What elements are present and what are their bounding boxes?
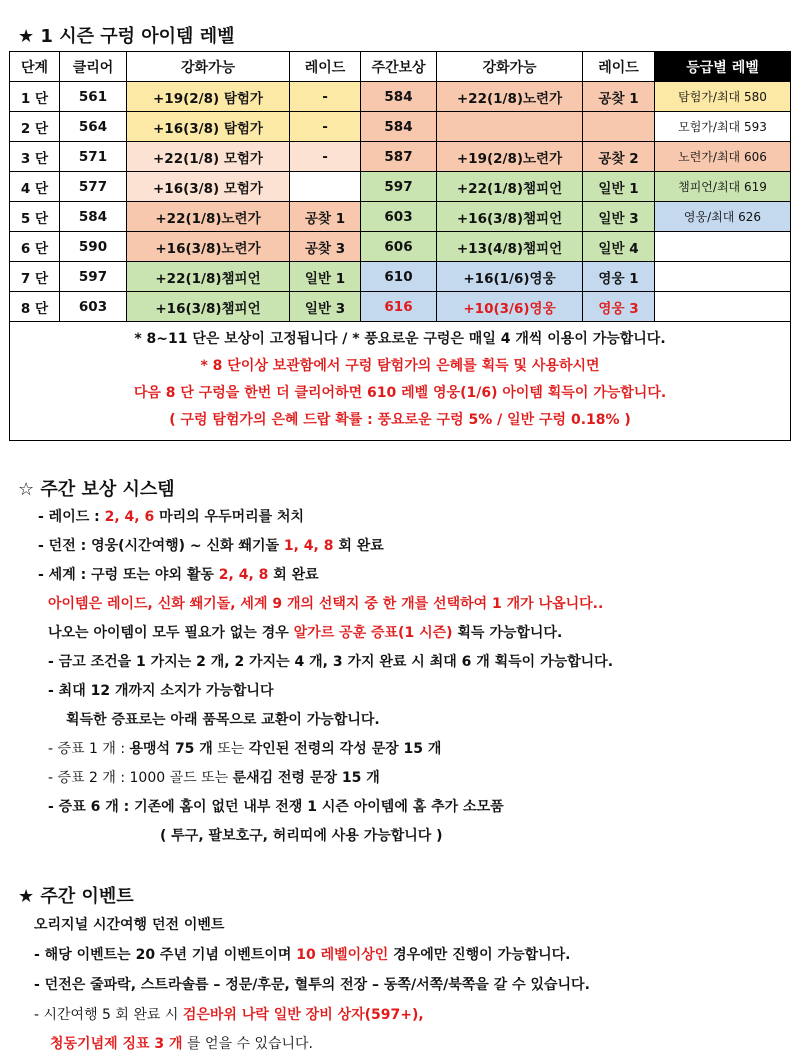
event-level-req: 10 레벨이상인 [296,947,389,963]
cell-clear: 561 [60,82,127,112]
cell-raid-weekly: 영웅 3 [583,292,655,322]
table-row [10,202,791,232]
event-line-2: - 던전은 줄파락, 스트라솔름 – 정문/후문, 혈투의 전장 – 동쪽/서쪽/북쪽을 갈 수 있습니다. [34,977,590,993]
token-1-valorstone: 용맹석 75 개 [129,741,213,757]
cell-track-level [655,232,791,262]
note-drop-rate: ( 구렁 탐험가의 은혜 드랍 확률 : 풍요로운 구렁 5% / 일반 구렁 0.18% ) [169,412,631,428]
note-explorer-grace: * 8 단이상 보관함에서 구렁 탐험가의 은혜를 획득 및 사용하시면 [200,358,600,374]
cell-track-level: 챔피언/최대 619 [655,172,791,202]
world-desc: 회 완료 [268,567,319,583]
cell-clear: 571 [60,142,127,172]
cell-raid-weekly: 영웅 1 [583,262,655,292]
raid-counts: 2, 4, 6 [104,509,155,525]
token-2-label: - 증표 2 개 : 1000 골드 또는 [48,770,233,786]
token-line [48,622,562,642]
cell-upgrade: +16(3/8)노련가 [127,232,290,262]
cell-raid-weekly: 일반 3 [583,202,655,232]
cell-upgrade: +16(3/8)챔피언 [127,292,290,322]
event-line-1 [34,944,571,964]
cell-upgrade: +16(3/8) 모험가 [127,172,290,202]
cell-weekly: 597 [361,172,437,202]
cell-upgrade: +19(2/8) 탐험가 [127,82,290,112]
token-name: 알가르 공훈 증표(1 시즌) [293,625,453,641]
header-tier: 단계 [10,52,60,82]
header-clear: 클리어 [60,52,127,82]
cell-tier: 2 단 [10,112,60,142]
world-counts: 2, 4, 8 [218,567,269,583]
header-track-level: 등급별 레벨 [655,52,791,82]
dungeon-desc: 회 완료 [333,538,384,554]
header-raid: 레이드 [290,52,361,82]
table-row [10,82,791,112]
cell-upgrade-weekly: +16(3/8)챔피언 [437,202,583,232]
cell-tier: 5 단 [10,202,60,232]
vault-condition-line: - 금고 조건을 1 가지는 2 개, 2 가지는 4 개, 3 가지 완료 시 최대 6 개 획득이 가능합니다. [48,654,614,670]
cell-tier: 8 단 [10,292,60,322]
cell-tier: 1 단 [10,82,60,112]
token-1-label: - 증표 1 개 : [48,741,130,757]
cell-upgrade-weekly: +10(3/6)영웅 [437,292,583,322]
token-desc: 획득 가능합니다. [452,625,563,641]
cell-upgrade-weekly: +19(2/8)노련가 [437,142,583,172]
event-line-3 [34,1004,424,1024]
cell-weekly: 584 [361,112,437,142]
cell-clear: 597 [60,262,127,292]
notes-cell [10,322,791,441]
table-row [10,172,791,202]
cell-raid-weekly: 일반 4 [583,232,655,262]
cell-track-level [655,292,791,322]
cell-weekly: 606 [361,232,437,262]
cell-raid: 공찾 3 [290,232,361,262]
table-row [10,232,791,262]
event-subtitle: 오리지널 시간여행 던전 이벤트 [34,917,225,933]
dungeon-label: - 던전 : 영웅(시간여행) ~ 신화 쐐기돌 [38,538,284,554]
cell-tier: 6 단 [10,232,60,262]
cell-raid-weekly: 일반 1 [583,172,655,202]
table-header-row [10,52,791,82]
cell-upgrade-weekly: +22(1/8)노련가 [437,82,583,112]
token-2-crest: 룬새김 전령 문장 15 개 [232,770,380,786]
cell-clear: 590 [60,232,127,262]
cell-upgrade-weekly [437,112,583,142]
cell-tier: 3 단 [10,142,60,172]
cell-clear: 584 [60,202,127,232]
cell-raid-weekly [583,112,655,142]
token-6-sub-line: ( 투구, 팔보호구, 허리띠에 사용 가능합니다 ) [160,828,443,844]
event-reward-box: 검은바위 나락 일반 장비 상자(597+), [182,1007,424,1023]
max-hold-line: - 최대 12 개까지 소지가 가능합니다 [48,683,274,699]
token-1-crest: 각인된 전령의 각성 문장 15 개 [248,741,442,757]
cell-track-level: 탐험가/최대 580 [655,82,791,112]
cell-weekly: 587 [361,142,437,172]
header-raid-weekly: 레이드 [583,52,655,82]
cell-raid: - [290,82,361,112]
table-row [10,142,791,172]
cell-clear: 603 [60,292,127,322]
cell-raid: 일반 1 [290,262,361,292]
item-level-table [9,51,791,441]
cell-weekly: 610 [361,262,437,292]
note-fixed-reward: * 8~11 단은 보상이 고정됩니다 / * 풍요로운 구렁은 매일 4 개씩 이용이 가능합니다. [134,331,666,347]
cell-upgrade-weekly: +22(1/8)챔피언 [437,172,583,202]
cell-upgrade: +22(1/8)챔피언 [127,262,290,292]
cell-raid: - [290,112,361,142]
section-title-weekly-rewards: ☆ 주간 보상 시스템 [18,479,175,500]
cell-tier: 7 단 [10,262,60,292]
header-upgrade: 강화가능 [127,52,290,82]
cell-tier: 4 단 [10,172,60,202]
event-reward-token: 청동기념제 징표 3 개 [50,1036,183,1052]
dungeon-line [38,535,384,555]
table-row [10,112,791,142]
raid-desc: 마리의 우두머리를 처치 [154,509,305,525]
cell-upgrade: +16(3/8) 탐험가 [127,112,290,142]
table-row [10,262,791,292]
event-line-1-c: 경우에만 진행이 가능합니다. [388,947,571,963]
token-label: 나오는 아이템이 모두 필요가 없는 경우 [48,625,294,641]
cell-upgrade-weekly: +13(4/8)챔피언 [437,232,583,262]
table-row [10,292,791,322]
token-1-or: 또는 [212,741,249,757]
cell-raid-weekly: 공찾 1 [583,82,655,112]
cell-clear: 564 [60,112,127,142]
cell-track-level [655,262,791,292]
event-line-4-b: 를 얻을 수 있습니다. [182,1036,314,1052]
dungeon-counts: 1, 4, 8 [283,538,334,554]
cell-raid [290,172,361,202]
world-line [38,564,319,584]
choice-line: 아이템은 레이드, 신화 쐐기돌, 세계 9 개의 선택지 중 한 개를 선택하여 1 개가 나옵니다.. [48,596,604,612]
cell-track-level: 노련가/최대 606 [655,142,791,172]
cell-upgrade: +22(1/8)노련가 [127,202,290,232]
notes-row [10,322,791,441]
section-title-weekly-event: ★ 주간 이벤트 [18,886,134,907]
cell-raid: 공찾 1 [290,202,361,232]
event-line-4 [50,1033,313,1053]
event-line-3-a: - 시간여행 5 회 완료 시 [34,1007,183,1023]
cell-weekly: 616 [361,292,437,322]
raid-line [38,506,304,526]
cell-weekly: 584 [361,82,437,112]
section-title-item-level: ★ 1 시즌 구렁 아이템 레벨 [18,26,235,47]
cell-weekly: 603 [361,202,437,232]
cell-upgrade-weekly: +16(1/6)영웅 [437,262,583,292]
cell-raid: - [290,142,361,172]
token-6-line: - 증표 6 개 : 기존에 홈이 없던 내부 전쟁 1 시즌 아이템에 홈 추가 소모품 [48,799,504,815]
cell-upgrade: +22(1/8) 모험가 [127,142,290,172]
event-line-1-a: - 해당 이벤트는 20 주년 기념 이벤트이며 [34,947,297,963]
header-upgrade-weekly: 강화가능 [437,52,583,82]
header-weekly-reward: 주간보상 [361,52,437,82]
token-1-line [48,738,441,758]
cell-track-level: 영웅/최대 626 [655,202,791,232]
note-extra-clear: 다음 8 단 구렁을 한번 더 클리어하면 610 레벨 영웅(1/6) 아이템 획득이 가능합니다. [133,385,667,401]
token-2-line [48,767,380,787]
cell-raid: 일반 3 [290,292,361,322]
cell-clear: 577 [60,172,127,202]
world-label: - 세계 : 구렁 또는 야외 활동 [38,567,219,583]
raid-label: - 레이드 : [38,509,105,525]
cell-track-level: 모험가/최대 593 [655,112,791,142]
exchange-line: 획득한 증표로는 아래 품목으로 교환이 가능합니다. [66,712,380,728]
cell-raid-weekly: 공찾 2 [583,142,655,172]
